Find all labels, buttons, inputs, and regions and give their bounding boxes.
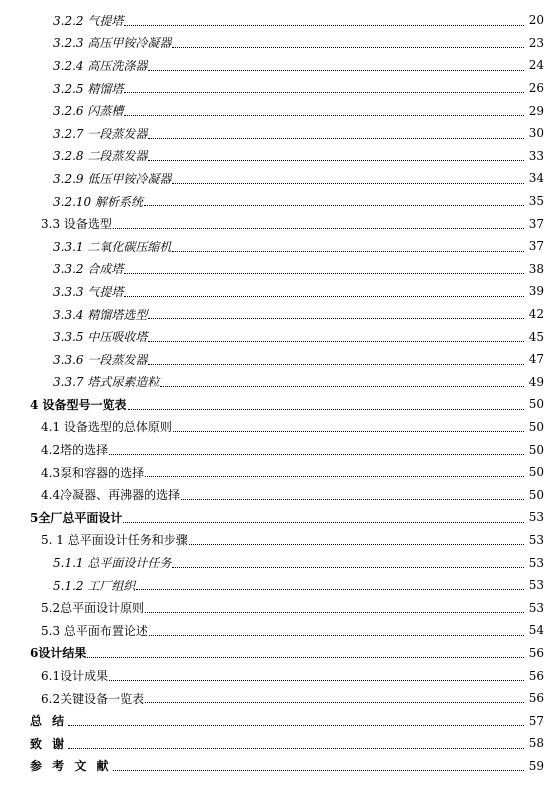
toc-entry-title: 6设计结果 <box>30 646 87 661</box>
toc-entry-title: 3.3.3 气提塔 <box>53 284 124 299</box>
dot-leader <box>113 228 524 229</box>
toc-entry-page-number: 57 <box>528 713 544 728</box>
toc-entry[interactable] <box>0 99 560 122</box>
toc-entry-title: 5.3 总平面布置论述 <box>41 623 148 638</box>
toc-entry-title: 4 设备型号一览表 <box>30 397 127 412</box>
toc-entry-page-number: 58 <box>528 736 544 751</box>
toc-entry[interactable] <box>0 732 560 755</box>
toc-entry-page-number: 53 <box>528 578 544 593</box>
toc-entry-page-number: 33 <box>528 148 544 163</box>
toc-entry-title: 5.2总平面设计原则 <box>41 601 145 616</box>
dot-leader <box>145 702 524 703</box>
dot-leader <box>181 499 524 500</box>
toc-entry[interactable] <box>0 348 560 371</box>
dot-leader <box>136 589 524 590</box>
toc-entry-title: 3.3.1 二氧化碳压缩机 <box>53 239 172 254</box>
toc-entry-page-number: 37 <box>528 216 544 231</box>
toc-entry-page-number: 35 <box>528 194 544 209</box>
toc-entry-title: 3.3.7 塔式尿素造粒 <box>53 375 160 390</box>
toc-entry-page-number: 49 <box>528 374 544 389</box>
toc-entry[interactable] <box>0 642 560 665</box>
toc-entry-title: 5.1.2 工厂组织 <box>53 578 136 593</box>
dot-leader <box>124 115 524 116</box>
dot-leader <box>145 612 524 613</box>
toc-entry-title: 4.4冷凝器、再沸器的选择 <box>41 488 181 503</box>
toc-entry[interactable] <box>0 529 560 552</box>
dot-leader <box>172 251 524 252</box>
toc-entry[interactable] <box>0 167 560 190</box>
toc-entry-page-number: 50 <box>528 487 544 502</box>
toc-entry-title: 参 考 文 献 <box>30 759 112 774</box>
toc-entry-title: 3.2.9 低压甲铵冷凝器 <box>53 171 172 186</box>
toc-entry-page-number: 39 <box>528 284 544 299</box>
toc-entry-page-number: 54 <box>528 623 544 638</box>
dot-leader <box>148 138 524 139</box>
toc-entry-title: 总 结 <box>30 714 68 729</box>
dot-leader <box>87 657 524 658</box>
toc-entry-page-number: 23 <box>528 35 544 50</box>
toc-entry-title: 3.2.7 一段蒸发器 <box>53 126 148 141</box>
dot-leader <box>113 770 524 771</box>
toc-entry-page-number: 59 <box>528 758 544 773</box>
dot-leader <box>148 341 524 342</box>
dot-leader <box>148 70 524 71</box>
toc-entry-title: 3.3.2 合成塔 <box>53 262 124 277</box>
dot-leader <box>189 544 524 545</box>
dot-leader <box>172 183 524 184</box>
dot-leader <box>123 522 524 523</box>
dot-leader <box>109 680 524 681</box>
toc-entry[interactable] <box>0 574 560 597</box>
toc-entry-page-number: 45 <box>528 329 544 344</box>
dot-leader <box>149 635 524 636</box>
toc-entry[interactable] <box>0 709 560 732</box>
toc-entry-title: 致 谢 <box>30 736 68 751</box>
toc-entry-title: 3.2.5 精馏塔 <box>53 81 124 96</box>
toc-entry-title: 6.1设计成果 <box>41 669 109 684</box>
toc-entry[interactable] <box>0 687 560 710</box>
dot-leader <box>128 409 524 410</box>
dot-leader <box>148 160 524 161</box>
dot-leader <box>68 725 524 726</box>
toc-entry-title: 3.2.8 二段蒸发器 <box>53 149 148 164</box>
toc-entry[interactable] <box>0 664 560 687</box>
toc-entry-page-number: 24 <box>528 58 544 73</box>
toc-entry-title: 3.2.3 高压甲铵冷凝器 <box>53 36 172 51</box>
toc-entry-page-number: 42 <box>528 307 544 322</box>
dot-leader <box>173 431 524 432</box>
toc-entry[interactable] <box>0 393 560 416</box>
toc-entry[interactable] <box>0 438 560 461</box>
toc-entry[interactable] <box>0 755 560 778</box>
toc-entry-title: 3.3.6 一段蒸发器 <box>53 352 148 367</box>
toc-entry-title: 3.3.5 中压吸收塔 <box>53 330 148 345</box>
toc-entry[interactable] <box>0 551 560 574</box>
dot-leader <box>148 318 524 319</box>
dot-leader <box>124 296 524 297</box>
toc-entry-title: 3.2.10 解析系统 <box>53 194 143 209</box>
toc-entry-page-number: 37 <box>528 239 544 254</box>
toc-entry-page-number: 38 <box>528 261 544 276</box>
toc-entry[interactable] <box>0 145 560 168</box>
toc-entry-title: 5全厂总平面设计 <box>30 510 123 525</box>
toc-entry-title: 4.2塔的选择 <box>41 443 109 458</box>
dot-leader <box>109 454 524 455</box>
toc-entry-title: 3.3 设备选型 <box>41 217 112 232</box>
table-of-contents <box>0 9 560 777</box>
dot-leader <box>172 47 524 48</box>
toc-entry[interactable] <box>0 325 560 348</box>
toc-entry-title: 3.2.6 闪蒸槽 <box>53 104 124 119</box>
toc-entry[interactable] <box>0 32 560 55</box>
dot-leader <box>124 25 524 26</box>
toc-entry[interactable] <box>0 190 560 213</box>
toc-entry[interactable] <box>0 483 560 506</box>
toc-entry-title: 5.1.1 总平面设计任务 <box>53 556 172 571</box>
toc-entry[interactable] <box>0 596 560 619</box>
toc-entry-title: 4.3泵和容器的选择 <box>41 465 145 480</box>
toc-entry[interactable] <box>0 258 560 281</box>
toc-entry[interactable] <box>0 77 560 100</box>
toc-entry-page-number: 30 <box>528 126 544 141</box>
toc-entry-page-number: 50 <box>528 442 544 457</box>
dot-leader <box>160 386 524 387</box>
dot-leader <box>148 364 524 365</box>
toc-entry[interactable] <box>0 280 560 303</box>
dot-leader <box>144 205 524 206</box>
toc-entry-page-number: 50 <box>528 465 544 480</box>
toc-entry[interactable] <box>0 371 560 394</box>
toc-entry[interactable] <box>0 54 560 77</box>
toc-entry-page-number: 50 <box>528 419 544 434</box>
toc-entry[interactable] <box>0 506 560 529</box>
toc-entry-page-number: 53 <box>528 532 544 547</box>
toc-entry-title: 3.3.4 精馏塔选型 <box>53 307 148 322</box>
toc-entry-page-number: 56 <box>528 645 544 660</box>
toc-entry-page-number: 26 <box>528 81 544 96</box>
toc-entry[interactable] <box>0 619 560 642</box>
toc-entry[interactable] <box>0 212 560 235</box>
toc-entry-page-number: 34 <box>528 171 544 186</box>
toc-entry-title: 4.1 设备选型的总体原则 <box>41 420 172 435</box>
dot-leader <box>124 273 524 274</box>
dot-leader <box>68 748 524 749</box>
toc-entry[interactable] <box>0 235 560 258</box>
toc-entry-page-number: 20 <box>528 13 544 28</box>
dot-leader <box>124 92 524 93</box>
toc-entry-page-number: 47 <box>528 352 544 367</box>
dot-leader <box>172 567 524 568</box>
toc-entry-page-number: 29 <box>528 103 544 118</box>
toc-entry-title: 3.2.4 高压洗涤器 <box>53 58 148 73</box>
toc-entry[interactable] <box>0 122 560 145</box>
toc-entry[interactable] <box>0 303 560 326</box>
toc-entry[interactable] <box>0 9 560 32</box>
toc-entry-page-number: 53 <box>528 555 544 570</box>
toc-entry-page-number: 53 <box>528 510 544 525</box>
toc-entry-page-number: 53 <box>528 600 544 615</box>
toc-entry-page-number: 56 <box>528 691 544 706</box>
toc-entry-page-number: 56 <box>528 668 544 683</box>
dot-leader <box>145 476 524 477</box>
toc-entry[interactable] <box>0 461 560 484</box>
toc-entry-title: 3.2.2 气提塔 <box>53 13 124 28</box>
toc-entry[interactable] <box>0 416 560 439</box>
toc-entry-title: 5. 1 总平面设计任务和步骤 <box>41 533 188 548</box>
toc-entry-page-number: 50 <box>528 397 544 412</box>
toc-entry-title: 6.2关键设备一览表 <box>41 691 145 706</box>
